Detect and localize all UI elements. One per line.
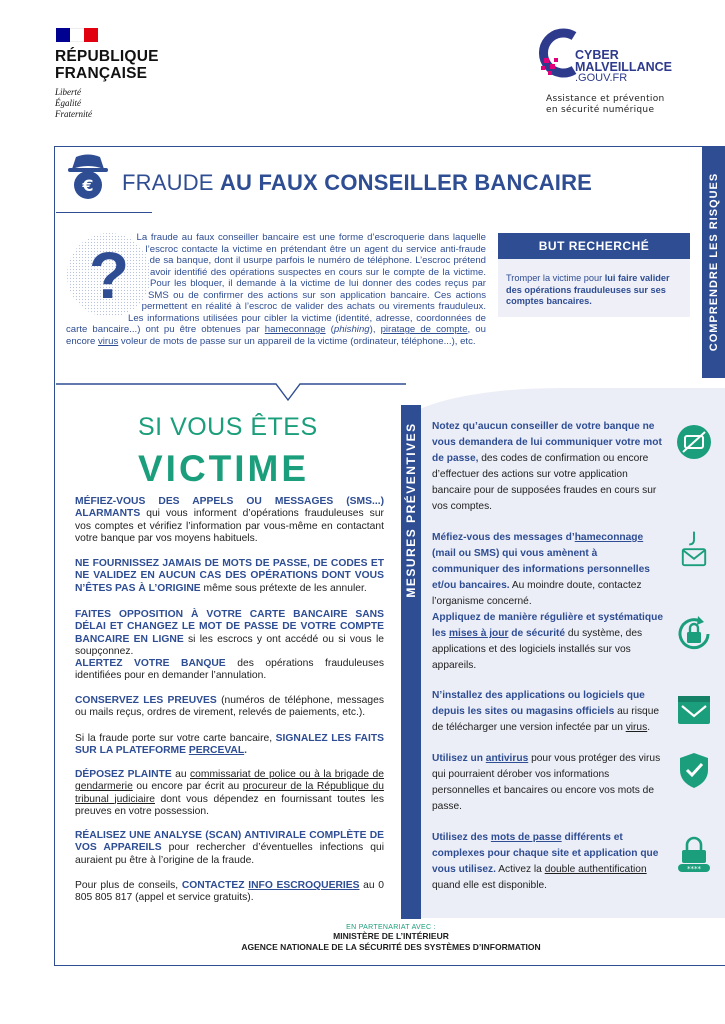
link-virus-measure[interactable]: virus [625,722,648,733]
measure-1-bold: Notez qu’aucun conseiller de votre banque ne vous demandera de lui communiquer votre mot de passe, [432,421,662,464]
link-info-escroqueries[interactable]: INFO ESCROQUERIES [248,880,360,891]
cm-tagline [546,94,665,116]
measure-2-bold-1: Méfiez-vous des messages d’ [432,532,575,543]
goal-text [506,273,682,308]
speech-bubble-line [56,380,406,410]
measure-6 [432,830,665,894]
measure-1 [432,419,665,515]
victim-item-2-text: même sous prétexte de les annuler. [200,582,367,594]
plainte-text-3: dont vous dépendez en fournissant toutes les preuves en votre possession. [75,793,384,817]
victim-item-4-text: des opérations frauduleuses identifiées pour en demander l’annulation. [75,658,384,682]
victim-item-5 [75,695,384,720]
plainte-text-2: ou encore par écrit au [132,781,243,793]
victim-heading-1: SI VOUS ÊTES [138,413,318,441]
link-hameconnage[interactable]: hameconnage [264,324,326,335]
victim-item-3-text: si les escrocs y ont accédé ou si vous le soupçonnez. [75,633,384,657]
conseils-text-1: Pour plus de conseils, [75,880,182,891]
link-mots-de-passe[interactable]: mots de passe [490,832,562,843]
link-double-authentification[interactable]: double authentification [544,864,647,875]
measure-6-text-1: Activez la [495,864,545,875]
cm-logo-malveillance: MALVEILLANCE [575,59,672,74]
fraudster-hat-euro-icon [66,153,110,201]
perceval-end: . [244,745,248,757]
goal-bold: lui faire valider des opérations frauduleuses sur ses comptes bancaires. [506,273,670,306]
perceval-bold: SIGNALEZ LES FAITS SUR LA PLATEFORME [75,733,385,757]
victim-item-1-text: qui vous informent d’opérations frauduleuses sur vos comptes et vérifiez l’information par vous-même en contactant votre banque par vos moyens habituels. [75,508,384,544]
link-commissariat[interactable]: commissariat de police ou à la brigade de gendarmerie [75,769,384,793]
victim-item-5-text: (numéros de téléphone, messages ou mails reçus, ordres de virement, relevés de paiements, etc.). [75,695,384,719]
measure-2-bold-2: (mail ou SMS) qui vous amènent à communiquer des informations personnelles et/ou bancaires. [432,548,650,591]
measure-3-bold-1: Appliquez de manière régulière et systématique les [432,612,663,639]
title-bold: AU FAUX CONSEILLER BANCAIRE [219,170,593,195]
victim-item-2-bold: NE FOURNISSEZ JAMAIS DE MOTS DE PASSE, DE CODES ET NE VALIDEZ EN AUCUN CAS DES OPÉRATIONS DONT VOUS N’ÊTES PAS À L’ORIGINE [75,558,384,594]
link-perceval[interactable]: PERCEVAL [188,745,245,757]
partner-ministere: MINISTÈRE DE L’INTÉRIEUR [333,931,449,941]
victim-plainte [75,769,384,818]
victim-item-2 [75,558,384,595]
conseils-bold: CONTACTEZ [181,880,249,891]
victim-perceval [75,733,384,758]
cm-tagline-line2: en sécurité numérique [546,105,655,115]
francaise-line: FRANÇAISE [55,65,148,82]
measure-6-bold-2: différents et complexes pour chaque site et application que vous utilisez. [432,832,659,875]
intro-text-5: voleur de mots de passe sur un appareil de la victime (ordinateur, téléphone...), etc. [118,335,476,347]
measure-5 [432,751,665,815]
measure-6-text-2: quand elle est disponible. [432,880,547,891]
measure-3-bold-2: de sécurité [508,628,566,639]
page-title [122,170,592,196]
scan-text: pour rechercher d’éventuelles infections qui auraient pu être à l’origine de la fraude. [75,842,384,866]
measure-4-end: . [647,722,651,733]
cm-logo-cyber: CYBER [575,48,619,62]
official-store-mail-icon [674,690,714,730]
footer [56,924,725,953]
victim-conseils [75,880,384,905]
measure-5-text: pour vous protéger des virus qui pourraient dérober vos informations personnelles et bancaires ou encore vos mots de passe. [432,753,661,812]
partner-anssi: AGENCE NATIONALE DE LA SÉCURITÉ DES SYSTÈMES D’INFORMATION [241,942,541,952]
measure-3-text: du système, des applications et des logiciels installés sur vos appareils. [432,628,643,671]
intro-text-1: La fraude au faux conseiller bancaire est une forme d’escroquerie dans laquelle l’escroc contacte la victime en prétendant être un agent du service anti-fraude de sa banque, dont il usurpe parfois le numéro de téléphone. L’escroc prétend avoir identifié des opérations suspectes en cours sur le compte de la victime. Pour les bloquer, il demande à la victime de lui donner des codes reçus par SMS ou de confirmer des actions sur son application bancaire. Ces actions permettent en réalité à l’escroc de valider des achats ou virements frauduleux. Les informations utilisées pour cibler la victime (identité, adresse, coordonnées de carte bancaire...) ont pu être obtenues par [66,232,486,335]
victim-item-5-bold: CONSERVEZ LES PREUVES [75,695,217,706]
victim-item-1 [75,496,384,545]
victim-item-3-bold: FAITES OPPOSITION À VOTRE CARTE BANCAIRE SANS DÉLAI ET CHANGEZ LE MOT DE PASSE DE VOTRE COMPTE BANCAIRE EN LIGNE [75,609,384,645]
cm-tagline-line1: Assistance et prévention [546,94,665,104]
svg-text:?: ? [88,238,130,312]
antivirus-shield-icon [674,750,714,790]
goal-box [498,233,690,317]
svg-text:€: € [82,176,94,195]
republic-motto [55,87,92,120]
victim-heading-2: VICTIME [138,448,310,489]
measure-4-bold: N’installez des applications ou logiciels que depuis les sites ou magasins officiels [432,690,645,717]
motto-liberte: Liberté [55,87,81,97]
measure-2 [432,530,665,610]
password-lock-icon [674,834,714,874]
intro-phishing: phishing [333,324,370,335]
victim-item-1-bold: MÉFIEZ-VOUS DES APPELS OU MESSAGES (SMS...) ALARMANTS [75,496,384,520]
measure-5-bold: Utilisez un [432,753,486,764]
link-virus[interactable]: virus [98,335,119,347]
no-password-call-icon [674,422,714,462]
link-hameconnage-measure[interactable]: hameconnage [574,532,644,543]
perceval-text: Si la fraude porte sur votre carte bancaire, [75,733,276,744]
french-flag-logo [56,28,98,42]
title-underline [56,212,152,213]
republique-line: RÉPUBLIQUE [55,48,159,65]
measure-6-bold-1: Utilisez des [432,832,491,843]
motto-egalite: Égalité [55,98,81,108]
intro-text-3: ), [369,324,381,335]
link-mises-a-jour[interactable]: mises à jour [449,628,509,639]
intro-text-4: , ou encore [66,324,486,347]
measure-2-text: Au moindre doute, contactez l’organisme concerné. [432,580,642,607]
cybermalveillance-logo [575,50,672,85]
measures-label: MESURES PRÉVENTIVES [404,422,418,598]
partner-label: EN PARTENARIAT AVEC : [346,924,436,931]
link-piratage-de-compte[interactable]: piratage de compte [380,324,468,335]
measure-1-text: des codes de confirmation ou encore d’effectuer des actions sur votre application bancaire pour de supposées fraudes en cours sur vos comptes. [432,453,657,512]
republique-francaise-logo [55,48,159,82]
intro-text-2: ( [325,324,334,335]
title-light: FRAUDE [122,170,220,195]
goal-plain: Tromper la victime pour [506,273,605,283]
victim-item-3 [75,609,384,658]
scan-bold: RÉALISEZ UNE ANALYSE (SCAN) ANTIVIRALE COMPLÈTE DE VOS APPAREILS [75,830,384,854]
side-tab [702,146,725,378]
plainte-text-1: au [171,769,190,780]
conseils-text-2: au 0 805 805 817 (appel et service gratuits). [75,880,385,904]
intro-paragraph [66,232,486,347]
victim-item-4-bold: ALERTEZ VOTRE BANQUE [75,658,226,669]
cm-logo-domain: .GOUV.FR [575,72,628,84]
victim-item-4 [75,658,384,683]
side-tab-label: COMPRENDRE LES RISQUES [707,172,720,352]
phishing-mail-icon [674,530,714,570]
measure-4-text: au risque de télécharger une version infectée par un [432,706,660,733]
link-procureur[interactable]: procureur de la République du tribunal judiciaire [75,781,385,805]
update-lock-icon [674,614,714,654]
measure-4 [432,688,665,736]
measure-3 [432,610,665,674]
link-antivirus[interactable]: antivirus [485,753,529,764]
victim-scan [75,830,384,867]
plainte-bold: DÉPOSEZ PLAINTE [75,769,172,780]
svg-text:****: **** [687,865,701,873]
goal-heading: BUT RECHERCHÉ [498,233,690,259]
motto-fraternite: Fraternité [55,109,92,119]
